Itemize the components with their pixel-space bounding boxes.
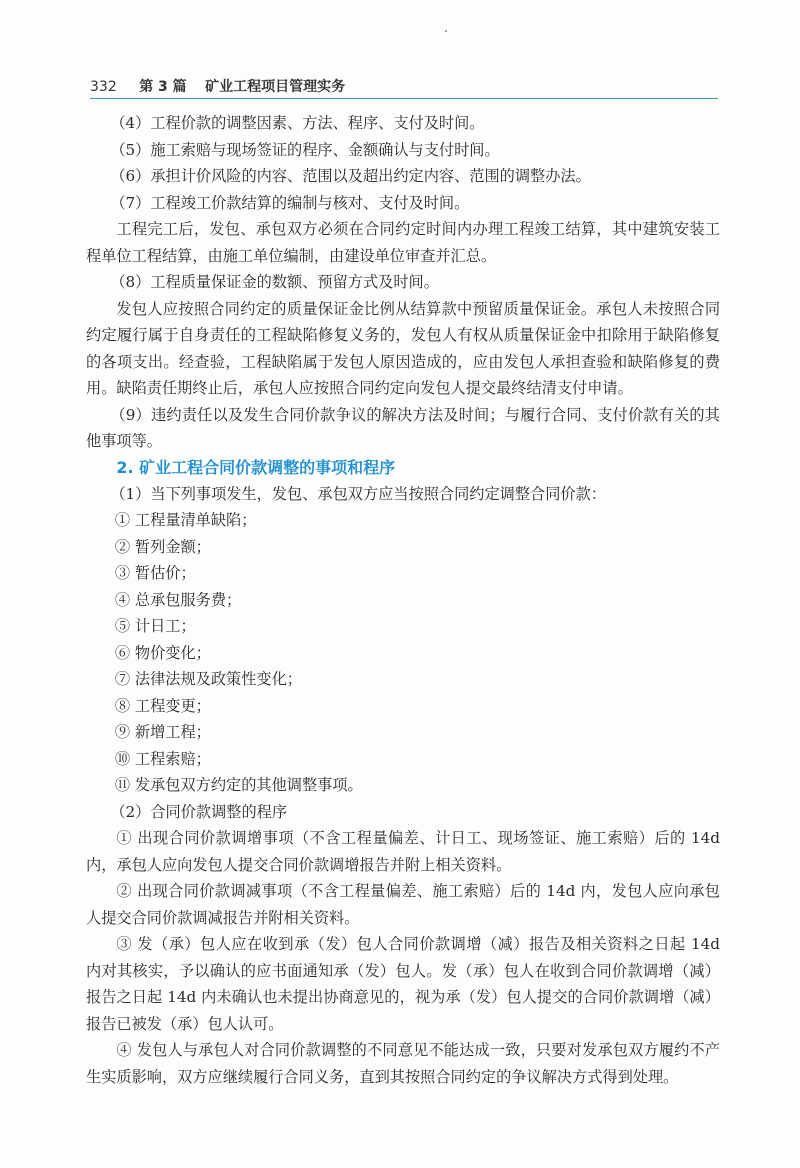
list-item: ⑤ 计日工； xyxy=(114,617,196,635)
procedure-item: ② 出现合同价款调减事项（不含工程量偏差、施工索赔）后的 14d 内，发包人应向承包人提交合同价款调减报告并附相关资料。 xyxy=(86,882,720,927)
paragraph: （9）违约责任以及发生合同价款争议的解决方法及时间；与履行合同、支付价款有关的其他事项等。 xyxy=(86,405,720,450)
paragraph: （5）施工索赔与现场签证的程序、金额确认与支付时间。 xyxy=(110,140,500,159)
list-item: ⑦ 法律法规及政策性变化； xyxy=(114,670,302,688)
procedure-item: ④ 发包人与承包人对合同价款调整的不同意见不能达成一致，只要对发承包双方履约不产生实质影响，双方应继续履行合同义务，直到其按照合同约定的争议解决方式得到处理。 xyxy=(86,1041,720,1086)
list-item: ⑥ 物价变化； xyxy=(114,643,211,662)
paragraph: 发包人应按照合同约定的质量保证金比例从结算款中预留质量保证金。承包人未按照合同约定履行属于自身责任的工程缺陷修复义务的，发包人有权从质量保证金中扣除用于缺陷修复的各项支出。经查验，工程缺陷属于发包人原因造成的，应由发包人承担查验和缺陷修复的费用。缺陷责任期终止后，承包人应按照合同约定向发包人提交最终结清支付申请。 xyxy=(86,299,720,397)
list-item: ⑨ 新增工程； xyxy=(114,723,211,741)
procedure-heading: （2）合同价款调整的程序 xyxy=(110,802,288,821)
paragraph: （4）工程价款的调整因素、方法、程序、支付及时间。 xyxy=(110,114,485,132)
page-number: 332 xyxy=(90,79,117,95)
paragraph: 工程完工后，发包、承包双方必须在合同约定时间内办理工程竣工结算，其中建筑安装工程单位工程结算，由施工单位编制，由建设单位审查并汇总。 xyxy=(86,220,720,265)
part-label: 第 3 篇 xyxy=(139,79,187,95)
list-item: ⑪ 发承包双方约定的其他调整事项。 xyxy=(114,776,363,794)
section-heading: 2. 矿业工程合同价款调整的事项和程序 xyxy=(116,457,396,477)
list-item: ① 工程量清单缺陷； xyxy=(114,511,257,529)
list-item: ⑧ 工程变更； xyxy=(114,696,211,715)
list-item: ② 暂列金额； xyxy=(114,537,211,556)
scan-speck xyxy=(445,30,447,32)
list-item: ⑩ 工程索赔； xyxy=(114,749,211,768)
procedure-item: ③ 发（承）包人应在收到承（发）包人合同价款调增（减）报告及相关资料之日起 14d 内对其核实，予以确认的应书面通知承（发）包人。发（承）包人在收到合同价款调增（减）报告之日起 14d 内未确认也未提出协商意见的，视为承（发）包人提交的合同价款调增（减）报告已被发（承）包人认可。 xyxy=(86,935,720,1033)
section-intro: （1）当下列事项发生，发包、承包双方应当按照合同约定调整合同价款： xyxy=(110,484,606,503)
page-header xyxy=(90,76,718,99)
procedure-item: ① 出现合同价款调增事项（不含工程量偏差、计日工、现场签证、施工索赔）后的 14d 内，承包人应向发包人提交合同价款调增报告并附上相关资料。 xyxy=(86,829,720,874)
list-item: ④ 总承包服务费； xyxy=(114,590,242,609)
paragraph: （6）承担计价风险的内容、范围以及超出约定内容、范围的调整办法。 xyxy=(110,167,591,185)
paragraph: （7）工程竣工价款结算的编制与核对、支付及时间。 xyxy=(110,193,470,212)
chapter-title: 矿业工程项目管理实务 xyxy=(205,79,346,95)
page-body xyxy=(86,110,720,1090)
paragraph: （8）工程质量保证金的数额、预留方式及时间。 xyxy=(110,273,439,291)
list-item: ③ 暂估价； xyxy=(114,564,196,582)
